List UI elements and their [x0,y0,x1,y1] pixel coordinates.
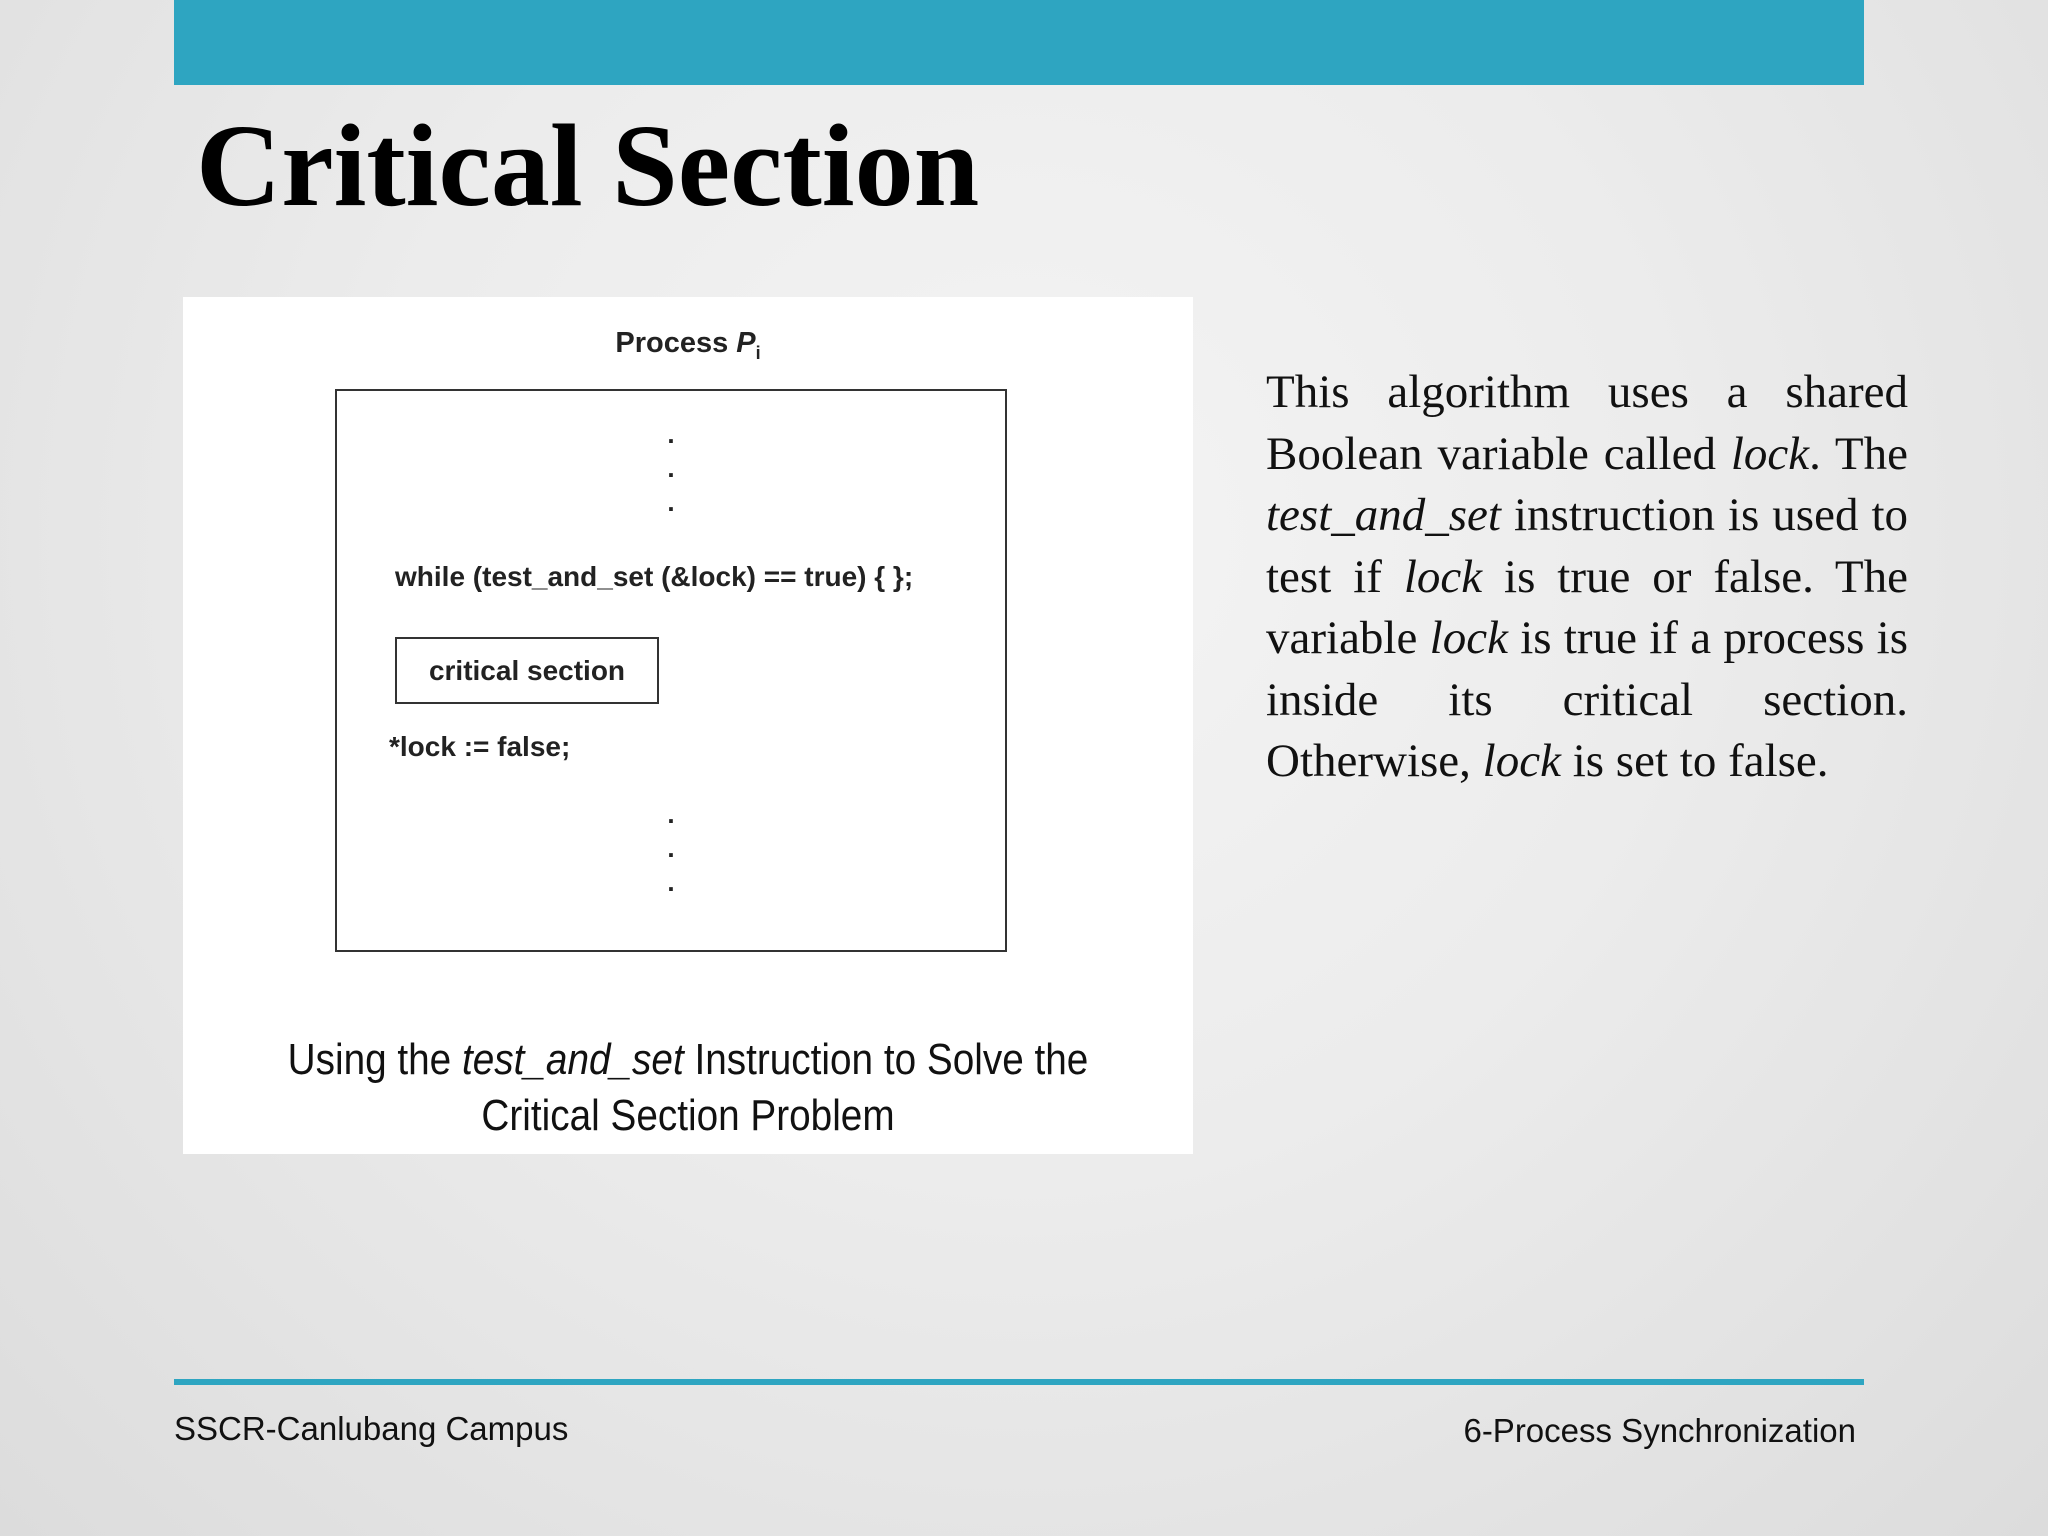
ellipsis-dot: . [667,487,675,517]
explanation-paragraph [1266,362,1908,793]
body-text-3: instruction is used to test if [1266,489,1908,603]
body-italic-lock: lock [1429,612,1508,664]
figure-heading-sub: i [755,342,761,363]
critical-section-box: critical section [395,637,659,704]
body-text-2: . The [1809,427,1908,480]
body-italic-lock: lock [1482,735,1561,787]
body-text-5: is true if a process is inside its critical section. Otherwise, [1266,612,1908,787]
ellipsis-dot: . [667,833,675,863]
while-loop-line: while (test_and_set (&lock) == true) { }; [395,561,914,592]
caption-text-before: Using the [287,1035,462,1084]
footer-topic: 6-Process Synchronization [1463,1412,1856,1449]
process-box [335,389,1007,952]
ellipsis-dot: . [667,453,675,483]
body-text-4: is true or false. The variable [1266,550,1908,664]
ellipsis-bottom [337,797,1005,899]
figure-heading-word: Process [615,327,729,359]
top-accent-bar [174,0,1864,85]
caption-text-italic: test_and_set [461,1035,684,1084]
body-text-6: is set to false. [1560,735,1829,787]
ellipsis-top [337,417,1005,519]
figure-caption [244,1032,1133,1144]
figure-heading-var: P [736,327,756,359]
ellipsis-dot: . [667,419,675,449]
ellipsis-dot: . [667,799,675,829]
figure-heading [183,327,1193,364]
body-italic-lock: lock [1730,427,1810,480]
caption-text-after: Instruction to Solve the Critical Section Problem [481,1035,1089,1140]
body-text-1: This algorithm uses a shared Boolean variable called [1266,366,1908,480]
body-italic-lock: lock [1403,550,1483,603]
ellipsis-dot: . [667,867,675,897]
body-italic-test-and-set: test_and_set [1266,489,1501,541]
footer-campus: SSCR-Canlubang Campus [174,1410,569,1447]
lock-release-line: *lock := false; [389,731,571,762]
test-and-set-figure [183,297,1193,1154]
slide-title: Critical Section [196,100,980,231]
footer-divider [174,1379,1864,1385]
